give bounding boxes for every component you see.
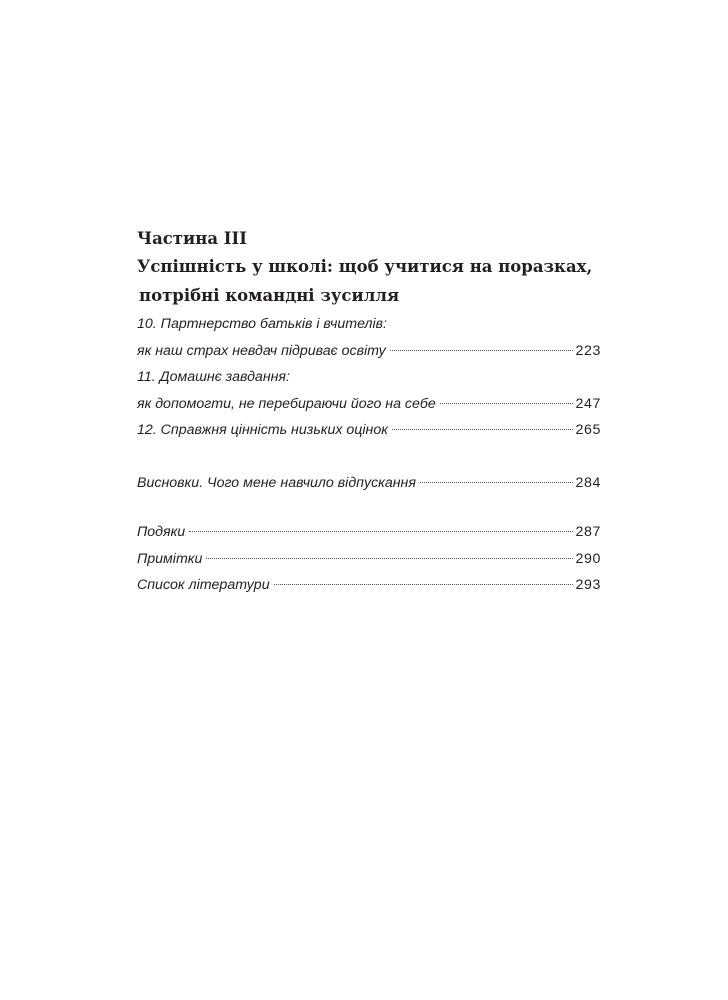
acknowledgements-page-number: 287 bbox=[575, 524, 601, 540]
toc-entry-conclusions[interactable] bbox=[137, 470, 601, 497]
toc-entry-bibliography[interactable] bbox=[137, 572, 601, 599]
notes-title: Примітки bbox=[137, 550, 203, 567]
part-title-line-1: Успішність у школі: щоб учитися на поразках, bbox=[137, 257, 593, 276]
part-label: Частина III bbox=[137, 229, 247, 248]
spacer bbox=[137, 496, 601, 519]
bibliography-title: Список літератури bbox=[137, 577, 270, 593]
chapter-11-title-line-1: 11. Домашнє завдання: bbox=[137, 369, 290, 385]
chapter-12-page-number: 265 bbox=[575, 422, 601, 438]
toc-entry-chapter-12[interactable] bbox=[137, 417, 601, 444]
spacer bbox=[137, 444, 601, 470]
chapter-10-page-number: 223 bbox=[575, 342, 601, 359]
notes-page-number: 290 bbox=[575, 550, 601, 567]
dot-leader bbox=[390, 350, 573, 351]
toc-entry-chapter-10[interactable] bbox=[137, 338, 601, 365]
dot-leader bbox=[440, 403, 573, 404]
dot-leader bbox=[206, 558, 572, 559]
toc-entry-notes[interactable] bbox=[137, 546, 601, 573]
chapter-11-title-line-2: як допомогти, не перебираючи його на себе bbox=[137, 395, 436, 412]
toc-entry-chapter-11[interactable] bbox=[137, 391, 601, 418]
bibliography-page-number: 293 bbox=[575, 577, 601, 593]
conclusions-title: Висновки. Чого мене навчило відпускання bbox=[137, 474, 416, 491]
chapter-10-title-line-1: 10. Партнерство батьків і вчителів: bbox=[137, 316, 387, 332]
dot-leader bbox=[274, 584, 573, 585]
part-title-line-2: потрібні командні зусилля bbox=[139, 286, 400, 305]
toc-entry-acknowledgements[interactable] bbox=[137, 519, 601, 546]
part-title bbox=[137, 252, 601, 310]
chapter-10-title-line-2: як наш страх невдач підриває освіту bbox=[137, 342, 386, 359]
chapter-12-title: 12. Справжня цінність низьких оцінок bbox=[137, 422, 388, 438]
conclusions-page-number: 284 bbox=[575, 474, 601, 491]
table-of-contents bbox=[137, 226, 601, 599]
dot-leader bbox=[420, 482, 573, 483]
dot-leader bbox=[392, 429, 573, 430]
chapter-11-page-number: 247 bbox=[575, 395, 601, 412]
dot-leader bbox=[189, 531, 572, 532]
acknowledgements-title: Подяки bbox=[137, 524, 186, 540]
